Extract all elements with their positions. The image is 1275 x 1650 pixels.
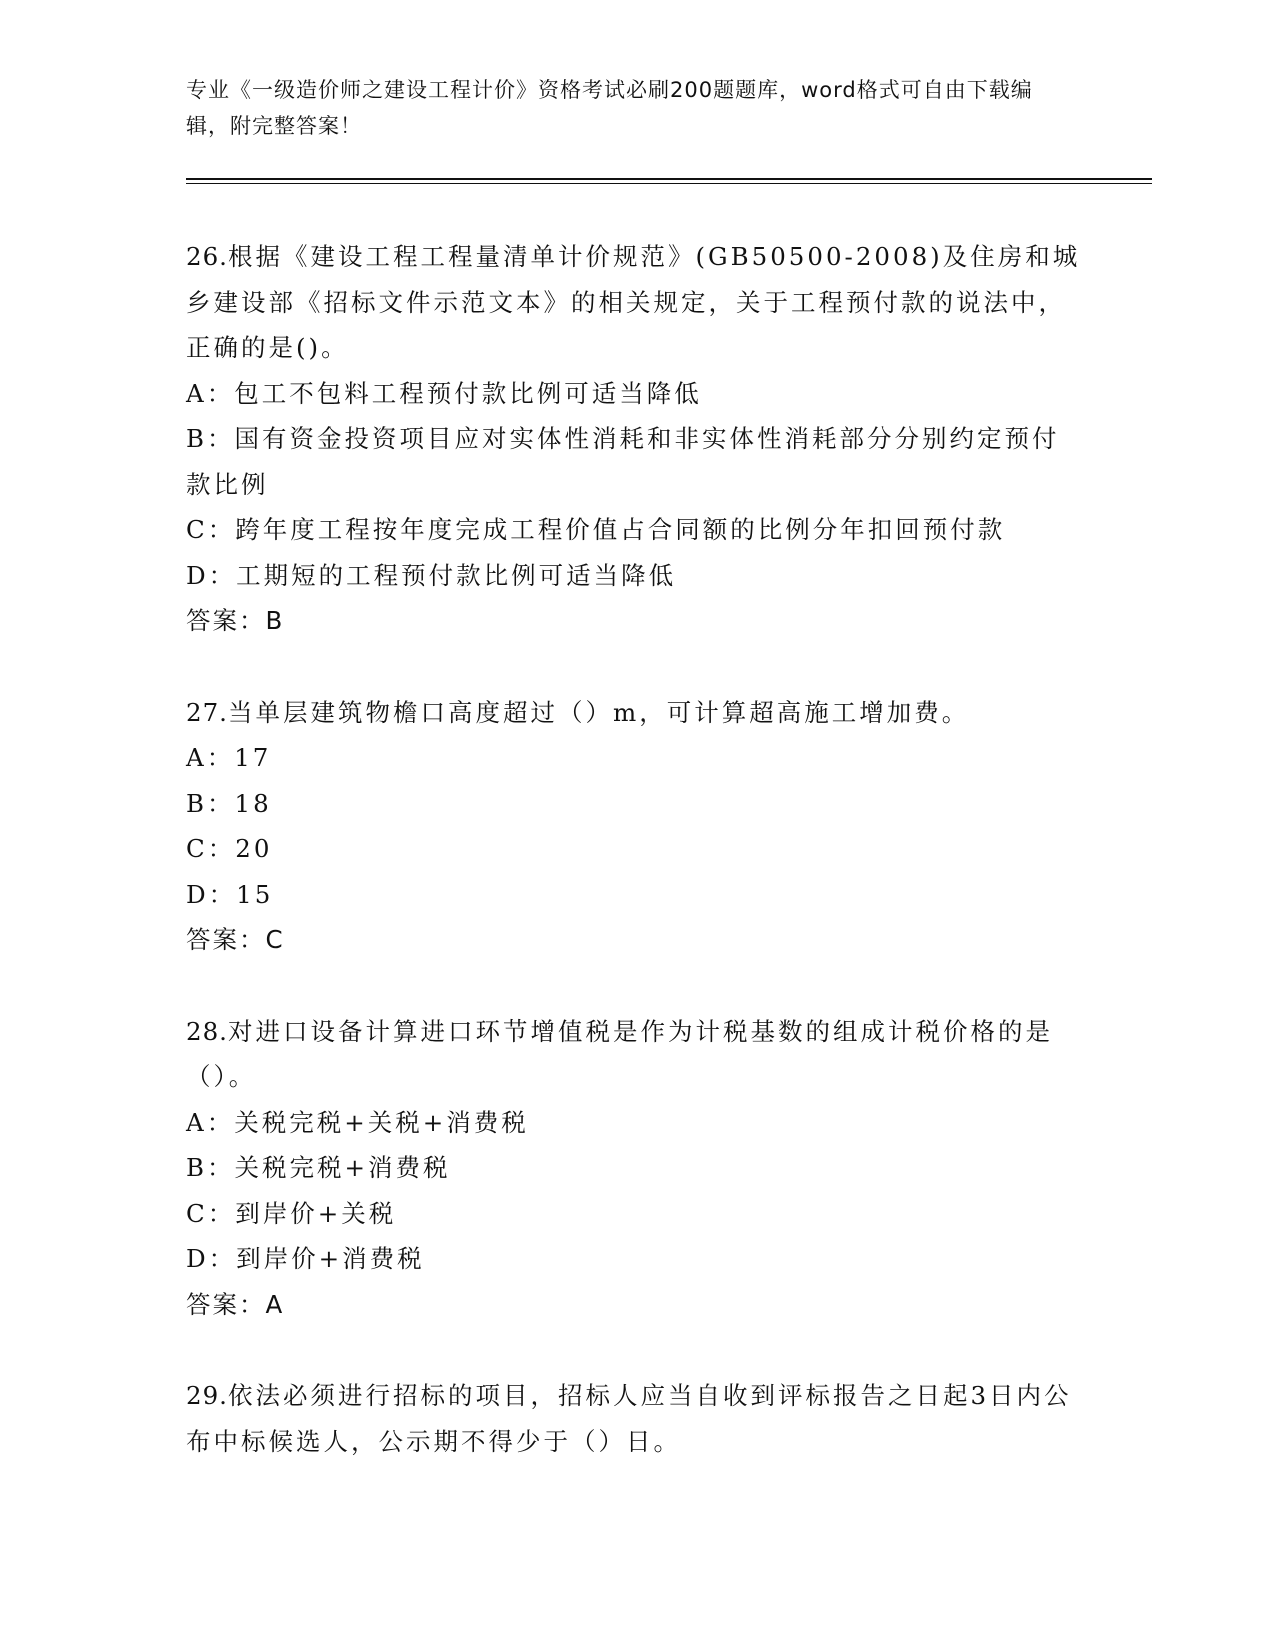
question-29 — [186, 1373, 1086, 1464]
document-header — [186, 72, 1066, 144]
header-divider-thick — [186, 178, 1152, 180]
option-c: C：跨年度工程按年度完成工程价值占合同额的比例分年扣回预付款 — [186, 515, 1006, 544]
header-divider-thin — [186, 183, 1152, 184]
option-b: B：国有资金投资项目应对实体性消耗和非实体性消耗部分分别约定预付款比例 — [186, 424, 1060, 499]
question-number: 27. — [186, 697, 228, 727]
question-number: 26. — [186, 242, 228, 271]
question-stem: 依法必须进行招标的项目，招标人应当自收到评标报告之日起3日内公布中标候选人，公示期不得少于（）日。 — [186, 1381, 1072, 1456]
question-27 — [186, 690, 1086, 963]
option-b: B：关税完税+消费税 — [186, 1153, 451, 1182]
question-number: 29. — [186, 1381, 228, 1410]
answer-line: 答案：C — [186, 925, 285, 954]
option-a: A：17 — [186, 743, 272, 772]
question-stem: 当单层建筑物檐口高度超过（）m，可计算超高施工增加费。 — [227, 697, 970, 727]
question-text — [186, 1009, 1086, 1100]
question-number: 28. — [186, 1016, 228, 1046]
question-list — [186, 234, 1086, 1464]
option-a: A：关税完税+关税+消费税 — [186, 1107, 529, 1137]
question-text — [186, 1373, 1086, 1464]
option-d: D：15 — [186, 879, 274, 909]
option-d: D：工期短的工程预付款比例可适当降低 — [186, 560, 677, 590]
option-c: C：到岸价+关税 — [186, 1198, 397, 1228]
question-text — [186, 690, 1086, 736]
option-a: A：包工不包料工程预付款比例可适当降低 — [186, 378, 702, 408]
question-28 — [186, 1009, 1086, 1328]
question-26 — [186, 234, 1086, 644]
answer-line: 答案：B — [186, 606, 285, 635]
question-stem: 根据《建设工程工程量清单计价规范》(GB50500-2008)及住房和城乡建设部《招标文件示范文本》的相关规定，关于工程预付款的说法中，正确的是()。 — [186, 242, 1081, 362]
answer-line: 答案：A — [186, 1289, 285, 1319]
question-stem: 对进口设备计算进口环节增值税是作为计税基数的组成计税价格的是（）。 — [186, 1016, 1053, 1091]
header-text: 专业《一级造价师之建设工程计价》资格考试必刷200题题库，word格式可自由下载编辑，附完整答案！ — [186, 78, 1033, 138]
option-d: D：到岸价+消费税 — [186, 1244, 425, 1273]
option-b: B：18 — [186, 788, 272, 818]
question-text — [186, 234, 1086, 371]
option-c: C：20 — [186, 834, 273, 863]
